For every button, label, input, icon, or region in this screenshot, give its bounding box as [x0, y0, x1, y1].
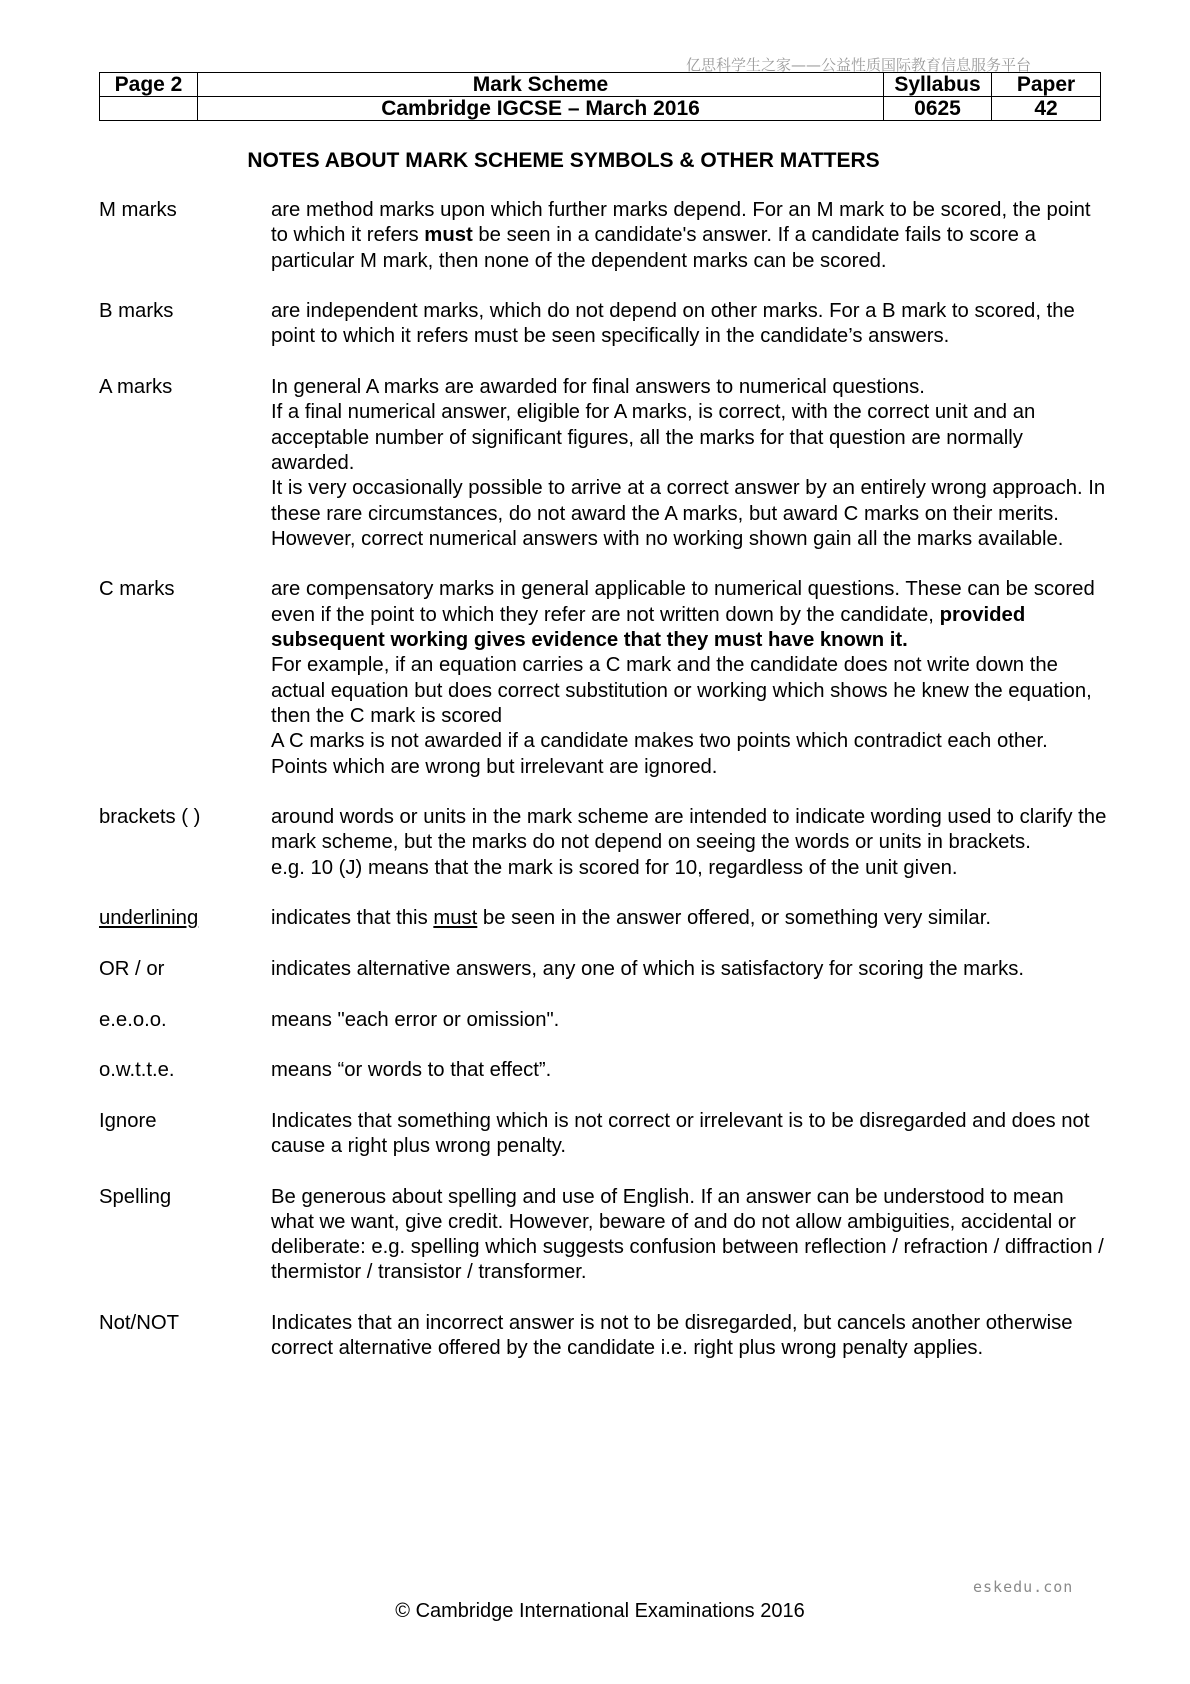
note-term: B marks [99, 300, 174, 323]
note-text: are method marks upon which further marks depend. For an M mark to be scored, the point to which it refers [271, 199, 1091, 247]
note-underlining [99, 906, 1109, 931]
note-text: Indicates that an incorrect answer is not to be disregarded, but cancels another otherwise correct alternative offered by the candidate i.e. right plus wrong penalty applies. [271, 1312, 1073, 1360]
note-emphasis: provided subsequent working gives evidence that they must have known it. [271, 603, 1026, 652]
note-term: Spelling [99, 1185, 172, 1208]
note-a-marks [99, 375, 1109, 552]
header-table [99, 72, 1101, 121]
note-c-marks [99, 577, 1109, 779]
note-definition [271, 805, 1109, 881]
note-definition [271, 375, 1109, 552]
note-term: o.w.t.t.e. [99, 1059, 175, 1082]
document-title: Mark Scheme [198, 73, 884, 97]
paper-number: 42 [992, 97, 1101, 121]
paper-label: Paper [992, 73, 1101, 97]
note-text: Be generous about spelling and use of English. If an answer can be understood to mean what we want, give credit. However, beware of and do not allow ambiguities, accidental or deliberate: e.g. spelling which suggests confusion between reflection / refraction / diffraction / thermistor / transistor / transformer. [271, 1185, 1104, 1284]
note-text: In general A marks are awarded for final answers to numerical questions. [271, 376, 925, 399]
note-term: C marks [99, 578, 175, 601]
note-term: OR / or [99, 957, 165, 980]
note-brackets [99, 805, 1109, 881]
note-definition [271, 1185, 1109, 1286]
note-text: If a final numerical answer, eligible for A marks, is correct, with the correct unit and an acceptable number of significant figures, all the marks for that question are normally awarded. [271, 401, 1036, 474]
note-text: around words or units in the mark scheme are intended to indicate wording used to clarify the mark scheme, but the marks do not depend on seeing the words or units in brackets. [271, 806, 1107, 854]
note-ignore [99, 1109, 1109, 1160]
note-text: be seen in the answer offered, or something very similar. [477, 907, 991, 930]
syllabus-code: 0625 [884, 97, 992, 121]
page-number: Page 2 [100, 73, 198, 97]
note-definition [271, 1109, 1109, 1160]
notes-list [99, 198, 1109, 1387]
note-term: underlining [99, 907, 199, 930]
note-or [99, 957, 1109, 982]
note-text: It is very occasionally possible to arrive at a correct answer by an entirely wrong approach. In these rare circumstances, do not award the A marks, but award C marks on their merits. However, correct numerical answers with no working shown gain all the marks available. [271, 477, 1106, 550]
note-text: are compensatory marks in general applicable to numerical questions. These can be scored even if the point to which they refer are not written down by the candidate, [271, 578, 1095, 626]
note-term: brackets ( ) [99, 806, 201, 829]
note-m-marks [99, 198, 1109, 274]
note-text: means "each error or omission". [271, 1008, 560, 1031]
note-definition [271, 577, 1109, 779]
watermark-bottom: eskedu.con [973, 1578, 1074, 1596]
note-term: Not/NOT [99, 1312, 180, 1335]
note-spelling [99, 1185, 1109, 1286]
note-text: means “or words to that effect”. [271, 1059, 552, 1082]
note-text: indicates that this [271, 907, 434, 930]
note-emphasis: must [424, 224, 473, 247]
note-text: are independent marks, which do not depend on other marks. For a B mark to scored, the point to which it refers must be seen specifically in the candidate’s answers. [271, 300, 1075, 348]
note-text: For example, if an equation carries a C mark and the candidate does not write down the actual equation but does correct substitution or working which shows he knew the equation, then the C mark is scored [271, 654, 1092, 727]
note-definition [271, 198, 1109, 274]
note-definition [271, 1008, 1109, 1033]
note-term: M marks [99, 199, 177, 221]
note-definition [271, 299, 1109, 350]
note-owtte [99, 1058, 1109, 1083]
note-definition [271, 906, 1109, 931]
note-emphasis: must [433, 907, 478, 930]
empty-cell [100, 97, 198, 121]
watermark-top: 亿思科学生之家——公益性质国际教育信息服务平台 [686, 56, 1032, 74]
note-b-marks [99, 299, 1109, 350]
note-definition [271, 1058, 1109, 1083]
note-term: Ignore [99, 1109, 157, 1132]
page-heading: NOTES ABOUT MARK SCHEME SYMBOLS & OTHER MATTERS [247, 149, 880, 172]
note-text: indicates alternative answers, any one of which is satisfactory for scoring the marks. [271, 957, 1024, 980]
note-eeoo [99, 1008, 1109, 1033]
note-text: Indicates that something which is not correct or irrelevant is to be disregarded and does not cause a right plus wrong penalty. [271, 1109, 1090, 1157]
note-term: A marks [99, 376, 173, 399]
note-term: e.e.o.o. [99, 1008, 167, 1031]
note-text: be seen in a candidate's answer. If a candidate fails to score a particular M mark, then none of the dependent marks can be scored. [271, 224, 1036, 272]
copyright-footer: © Cambridge International Examinations 2016 [395, 1600, 805, 1622]
note-not [99, 1311, 1109, 1362]
note-definition [271, 957, 1109, 982]
note-text: e.g. 10 (J) means that the mark is scored for 10, regardless of the unit given. [271, 856, 958, 879]
note-text: A C marks is not awarded if a candidate makes two points which contradict each other. Points which are wrong but irrelevant are ignored. [271, 730, 1048, 778]
document-subtitle: Cambridge IGCSE – March 2016 [198, 97, 884, 121]
note-definition [271, 1311, 1109, 1362]
syllabus-label: Syllabus [884, 73, 992, 97]
